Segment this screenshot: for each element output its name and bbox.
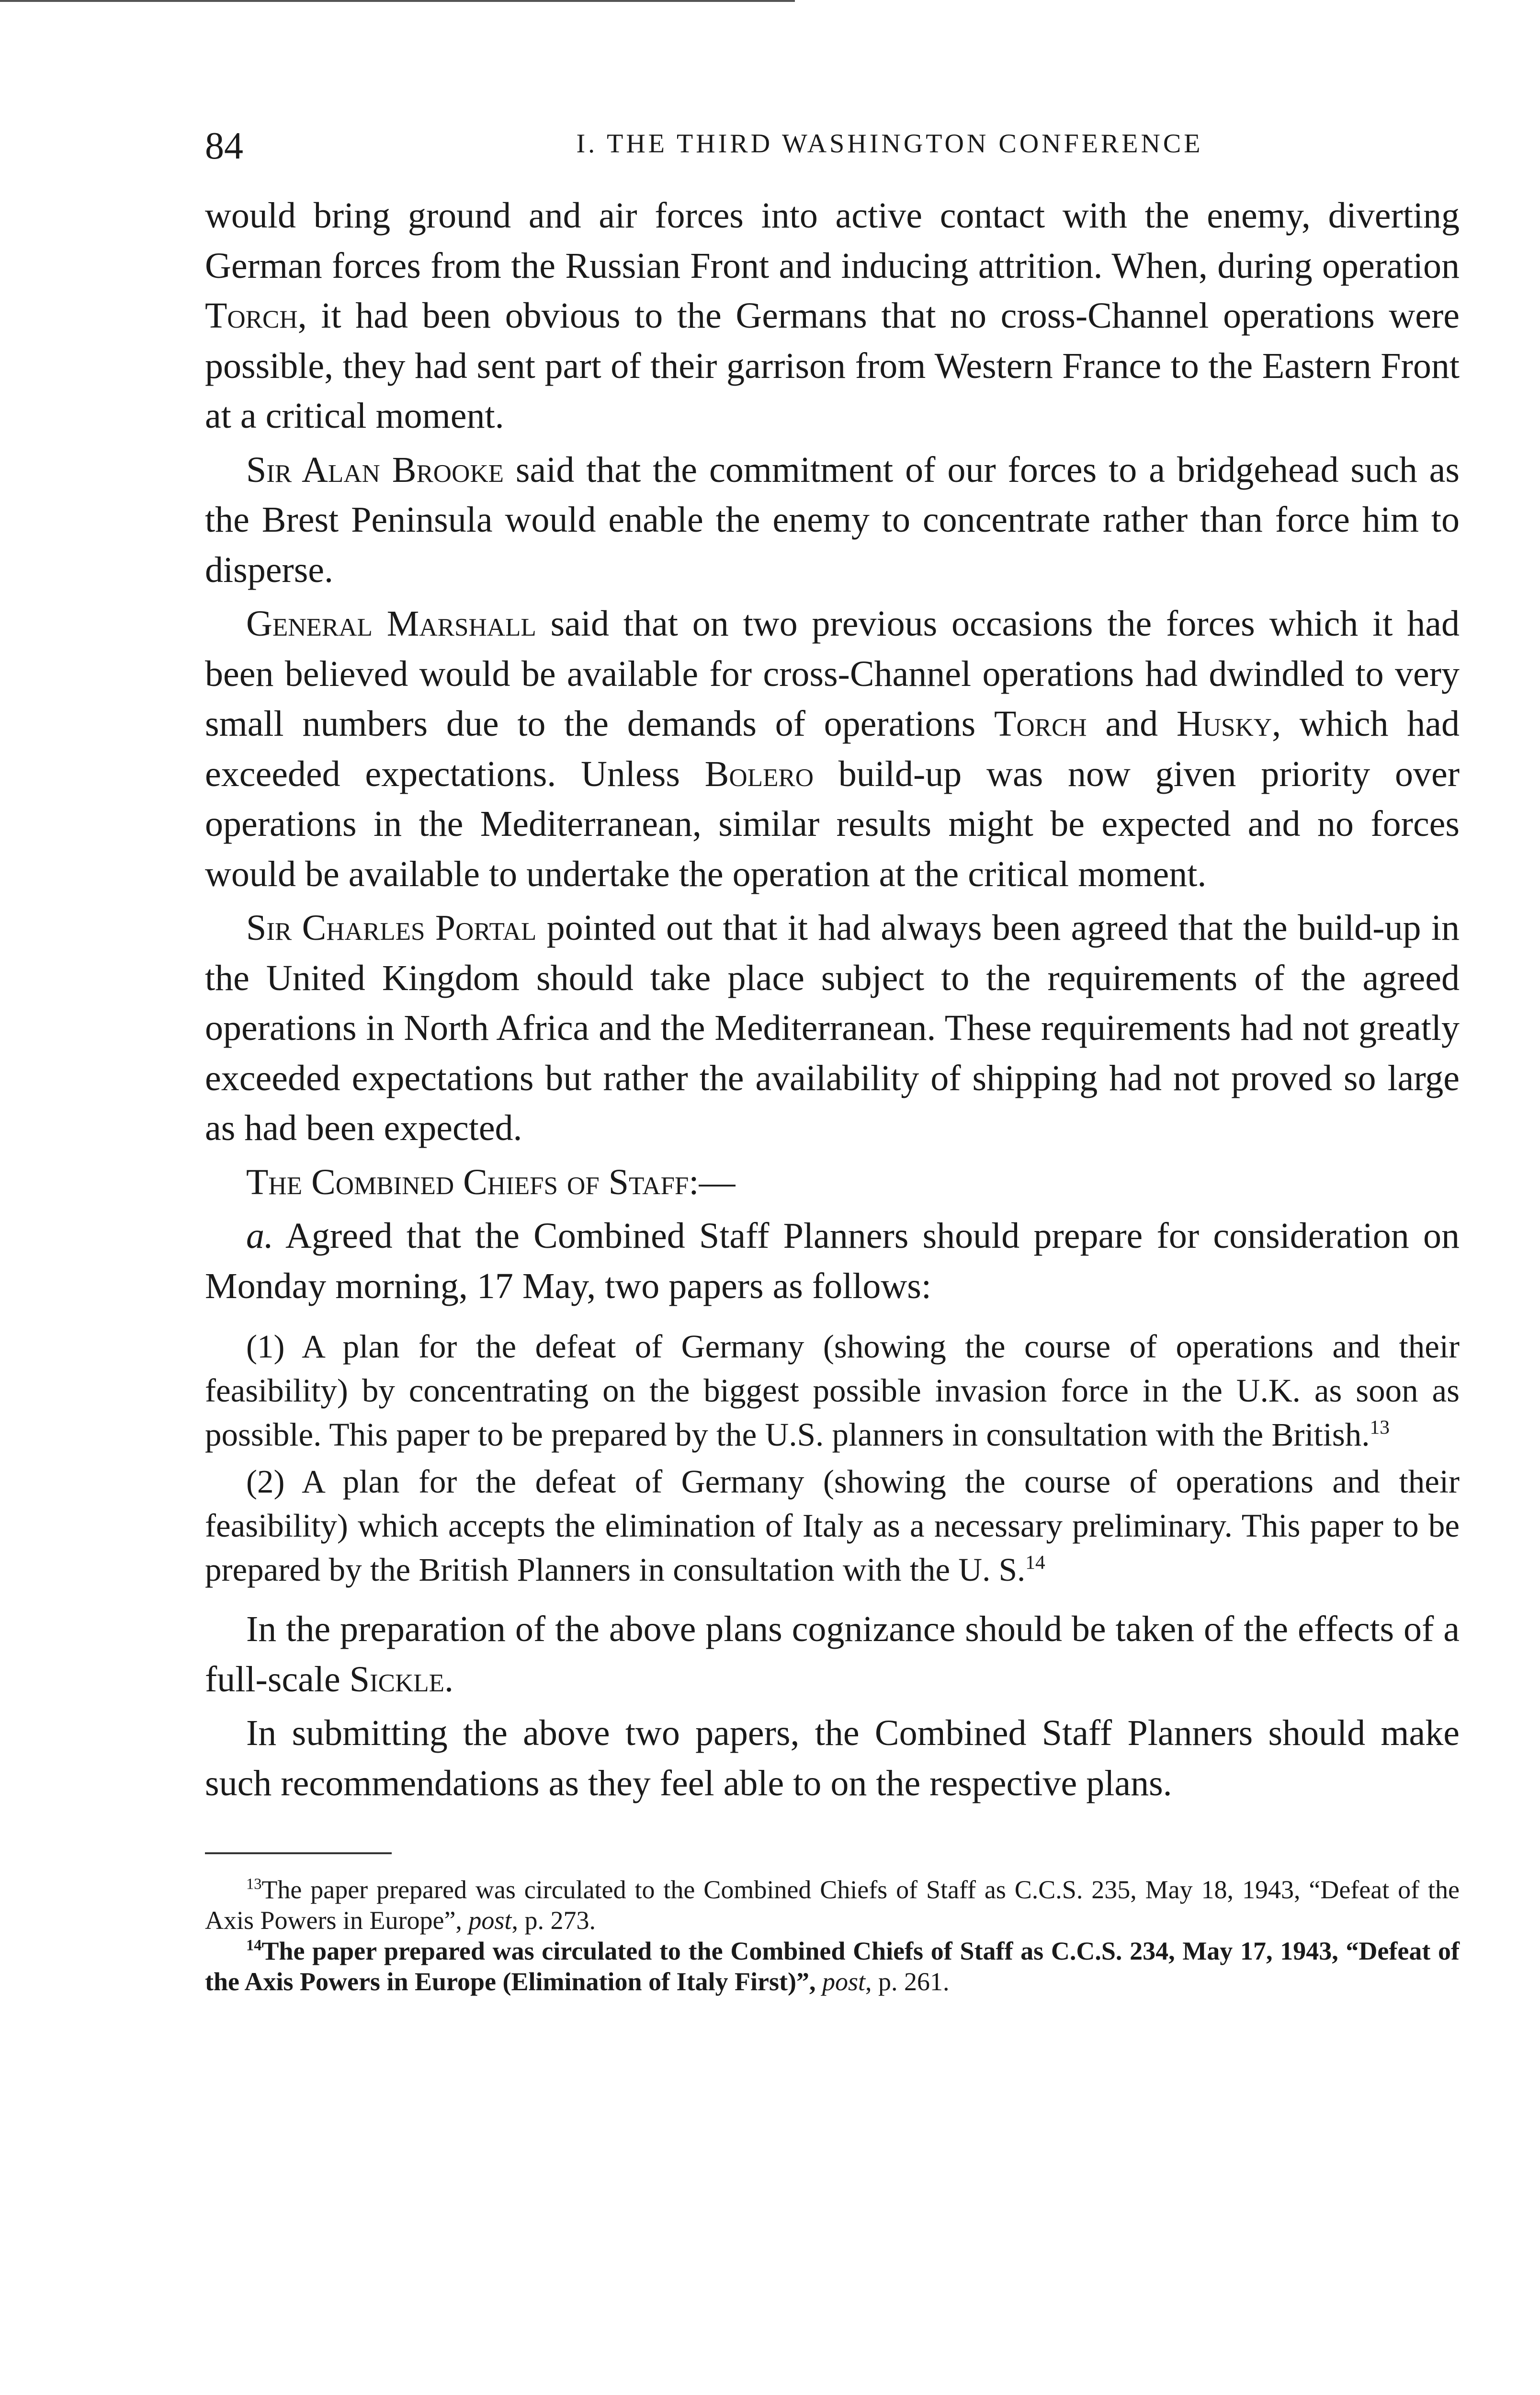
footnote-rule: [205, 1852, 392, 1854]
paragraph-1-text-a: would bring ground and air forces into active contact with the enemy, diverting German forces from the Russian Front and inducing attrition. When, during operation: [205, 195, 1460, 286]
footnote-end: , p. 273.: [511, 1906, 596, 1935]
list-item-text: (2) A plan for the defeat of Germany (showing the course of operations and their feasibility) which accepts the elimination of Italy as a necessary preliminary. This paper to be prepared by the British Planners in consultation with the U. S.: [205, 1463, 1460, 1588]
paragraph-5-text: :—: [689, 1162, 736, 1202]
footnotes: [205, 1874, 1460, 1997]
speaker-brooke: Sir Alan Brooke: [246, 449, 504, 490]
paragraph-7: [205, 1604, 1460, 1704]
footnote-text: The paper prepared was circulated to the Combined Chiefs of Staff as C.C.S. 235, May 18, 1943, “Defeat of the Axis Powers in Europe”,: [205, 1875, 1460, 1935]
footnote-ref[interactable]: 14: [1025, 1551, 1045, 1574]
paragraph-4: [205, 903, 1460, 1153]
paragraph-3-text-b: and: [1087, 704, 1177, 744]
footnote: [205, 1936, 1460, 1997]
paragraph-2: [205, 445, 1460, 595]
list-item-text: (1) A plan for the defeat of Germany (showing the course of operations and their feasibility) by concentrating on the biggest possible invasion force in the U.K. as soon as possible. This paper to be prepared by the U.S. planners in consultation with the British.: [205, 1328, 1460, 1453]
operation-torch: Torch: [994, 704, 1087, 744]
page-number: 84: [205, 125, 243, 167]
footnote-number: 14: [246, 1937, 262, 1954]
paragraph-4-text: pointed out that it had always been agreed that the build-up in the United Kingdom should take place subject to the requirements of the agreed operations in North Africa and the Mediterranean. These requirements had not greatly exceeded expectations but rather the availability of shipping had not proved so large as had been expected.: [205, 908, 1460, 1148]
operation-bolero: Bolero: [704, 753, 814, 794]
paragraph-7-text: In the preparation of the above plans cognizance should be taken of the effects of a full-scale: [205, 1609, 1460, 1699]
operation-sickle: Sickle: [349, 1659, 445, 1699]
sub-list: [205, 1324, 1460, 1592]
footnote-number: 13: [246, 1875, 262, 1893]
running-title: I. THE THIRD WASHINGTON CONFERENCE: [576, 129, 1203, 159]
paragraph-8: In submitting the above two papers, the Combined Staff Planners should make such recommendations as they feel able to on the respective plans.: [205, 1713, 1460, 1803]
footnote-ref[interactable]: 13: [1370, 1416, 1390, 1438]
list-item: [205, 1460, 1460, 1592]
footnote-text: The paper prepared was circulated to the Combined Chiefs of Staff as C.C.S. 234, May 17, 1943, “Defeat of the Axis Powers in Europe (Elimination of Italy First)”,: [205, 1937, 1460, 1996]
paragraph-1-text-b: , it had been obvious to the Germans that no cross-Channel operations were possible, they had sent part of their garrison from Western France to the Eastern Front at a critical moment.: [205, 296, 1460, 436]
top-rule: [0, 0, 795, 2]
paragraph-6: [205, 1211, 1460, 1311]
speaker-marshall: General Marshall: [246, 604, 536, 644]
list-item: [205, 1324, 1460, 1457]
paragraph-1: [205, 191, 1460, 441]
paragraph-3-text-d: build-up was now given priority over operations in the Mediterranean, similar results might be expected and no forces would be available to undertake the operation at the critical moment.: [205, 753, 1460, 894]
paragraph-6-text: Agreed that the Combined Staff Planners should prepare for consideration on Monday morning, 17 May, two papers as follows:: [205, 1216, 1460, 1306]
body-text: [205, 191, 1460, 1311]
paragraph-3-text-a: said that on two previous occasions the forces which it had been believed would be available for cross-Channel operations had dwindled to very small numbers due to the demands of operations: [205, 604, 1460, 744]
speaker-portal: Sir Charles Portal: [246, 908, 537, 948]
running-head: [205, 120, 1460, 172]
paragraph-5: [205, 1157, 1460, 1208]
item-letter: a.: [246, 1216, 273, 1256]
page: [205, 120, 1460, 1997]
operation-torch: Torch: [205, 296, 298, 336]
footnote-post: post: [822, 1967, 866, 1996]
paragraph-3: [205, 599, 1460, 899]
footnote: [205, 1874, 1460, 1936]
paragraph-2-text: said that the commitment of our forces to a bridgehead such as the Brest Peninsula would enable the enemy to concentrate rather than force him to disperse.: [205, 449, 1460, 590]
paragraph-3-text-c: , which had exceeded expectations. Unless: [205, 704, 1460, 794]
operation-husky: Husky: [1176, 704, 1272, 744]
footnote-post: post: [468, 1906, 512, 1935]
after-list: [205, 1604, 1460, 1808]
speaker-ccs: The Combined Chiefs of Staff: [246, 1162, 689, 1202]
paragraph-7-end: .: [444, 1659, 454, 1699]
footnote-end: , p. 261.: [865, 1967, 950, 1996]
